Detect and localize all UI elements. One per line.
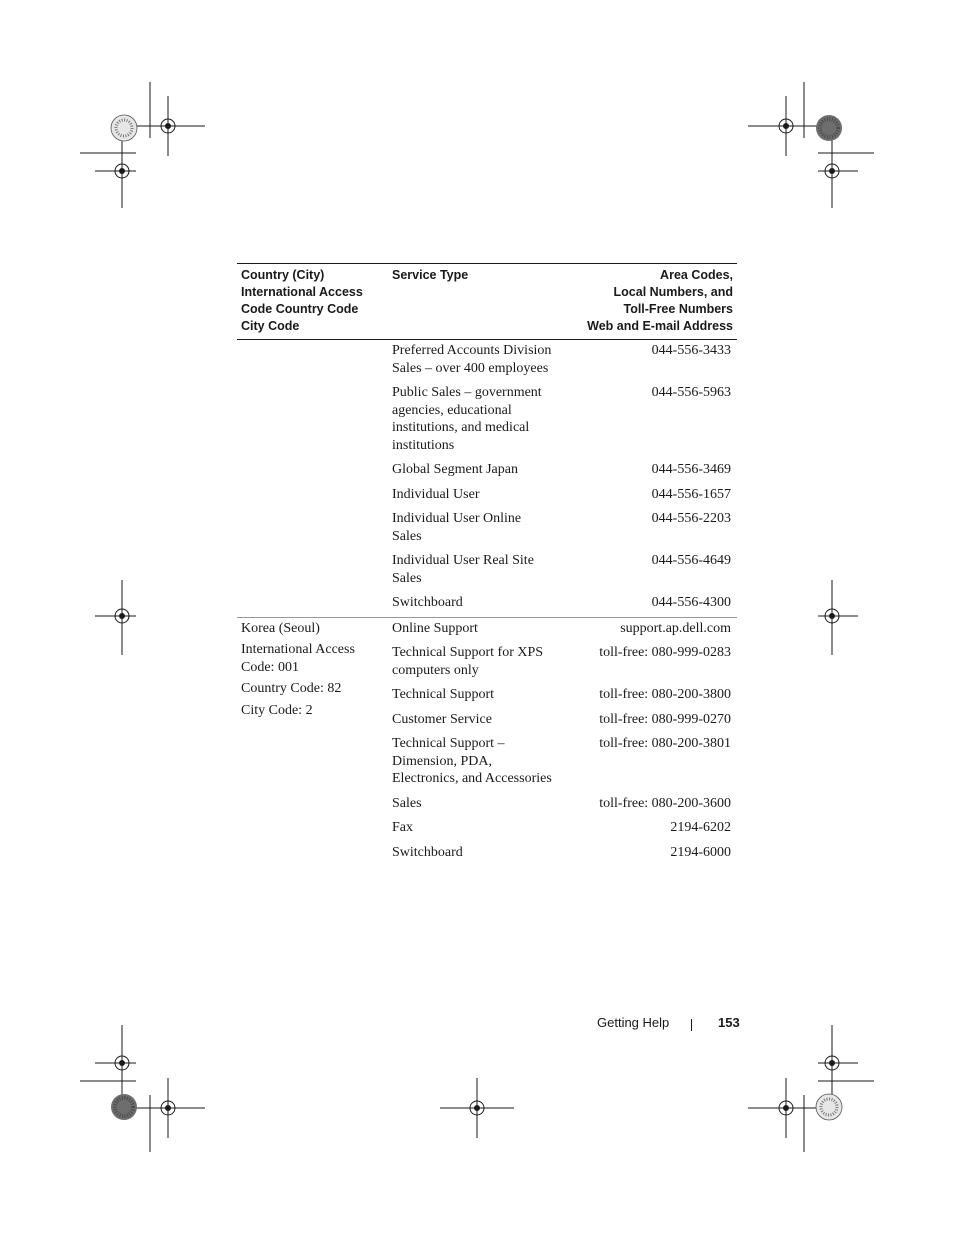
service-cell: Customer Service [392, 711, 492, 727]
number-cell: 044-556-3469 [651, 462, 731, 477]
number-cell: toll-free: 080-999-0283 [599, 645, 731, 660]
service-cell: Sales [392, 795, 422, 811]
page-number: 153 [718, 1015, 740, 1030]
header-country: Country (City) International Access Code Country Code City Code [237, 264, 388, 340]
intl-access-label: International Access Code: [241, 642, 355, 675]
country-cell-korea [237, 617, 388, 866]
country-code [241, 680, 384, 698]
service-cell: Online Support [388, 617, 556, 642]
service-cell: Preferred Accounts Division Sales – over 400 employees [392, 343, 552, 376]
footer-section-label: Getting Help [597, 1015, 670, 1030]
header-service-type: Service Type [388, 264, 556, 340]
service-cell: Individual User Real Site Sales [392, 553, 534, 586]
number-cell: toll-free: 080-200-3800 [599, 687, 731, 702]
table-row [237, 617, 737, 642]
service-cell: Technical Support – Dimension, PDA, Electronics, and Accessories [392, 736, 552, 786]
header-numbers: Area Codes, Local Numbers, and Toll-Free Numbers Web and E-mail Address [556, 264, 737, 340]
number-cell: 044-556-1657 [651, 486, 731, 502]
number-cell: 044-556-5963 [651, 385, 731, 400]
number-cell: support.ap.dell.com [556, 617, 737, 642]
service-cell: Individual User Online Sales [392, 511, 522, 544]
service-cell: Technical Support for XPS computers only [392, 645, 544, 678]
contact-table-container [237, 263, 737, 866]
city-code-value: 2 [305, 702, 313, 718]
country-code-value: 82 [327, 681, 342, 696]
table-header-row [237, 264, 737, 340]
service-cell: Global Segment Japan [392, 462, 518, 477]
service-cell: Switchboard [392, 595, 463, 610]
number-cell: 2194-6202 [670, 820, 731, 835]
service-cell: Public Sales – government agencies, educational institutions, and medical institutions [392, 385, 542, 453]
intl-access-code [241, 641, 384, 676]
country-code-label: Country Code: [241, 681, 328, 696]
number-cell: 2194-6000 [670, 844, 731, 860]
footer-separator [691, 1019, 692, 1031]
number-cell: 044-556-3433 [651, 343, 731, 358]
service-cell: Technical Support [392, 687, 495, 702]
service-cell: Switchboard [392, 844, 463, 860]
country-name: Korea (Seoul) [241, 620, 320, 636]
country-cell-empty [237, 340, 388, 618]
number-cell: toll-free: 080-999-0270 [599, 711, 731, 727]
city-code-label: City Code: [241, 702, 306, 718]
number-cell: toll-free: 080-200-3600 [599, 795, 731, 811]
service-cell: Fax [392, 820, 413, 835]
intl-access-value: 001 [277, 659, 299, 675]
service-cell: Individual User [392, 486, 480, 502]
number-cell: toll-free: 080-200-3801 [599, 736, 731, 751]
number-cell: 044-556-4649 [651, 553, 731, 568]
table-row [237, 340, 737, 383]
contact-table [237, 263, 737, 866]
city-code [241, 702, 384, 720]
number-cell: 044-556-2203 [651, 511, 731, 526]
table-body [237, 340, 737, 867]
number-cell: 044-556-4300 [651, 595, 731, 610]
